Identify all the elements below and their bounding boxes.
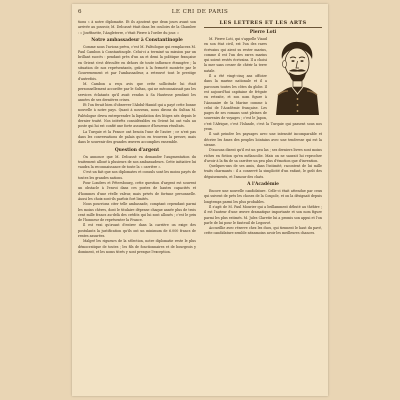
article-paragraph: tions « à notre diplomatie. Et ils ajoutent que deux jours avant son arrivée au pouvoir, M. Delcassé était dans les couloirs de la Chambre : « Joséfinette, l'Angleterre, c'était Pierre à l'ordre du jour. » [78,20,196,35]
article-paragraph: Il sait peindre les paysages avec une intensité incomparable et décrire les âmes des peuples lointains avec une tendresse qui est la sienne. [204,132,322,147]
page-title: LE CRI DE PARIS [171,9,229,15]
portrait-illustration [270,37,322,115]
article-paragraph: Il s'agit de M. Paul Mourier qui a brillamment débuté au théâtre ; il est l'auteur d'une œuvre dramatique importante et son nom figure parmi les plus estimés. M. Jules Claretie lui a promis son appui et l'on parle de lui pour le fauteuil de Legouvé. [204,204,322,225]
article-heading: A l'Académie [247,182,279,188]
article-heading: Pierre Loti [249,30,277,35]
article-paragraph: La Turquie et la France ont besoin l'une de l'autre ; ce n'est pas dans les conversations de palais qu'on en trouvera la preuve, mais dans le souvenir des grandes œuvres accomplies ensemble. [78,129,196,145]
article-paragraph: Pour Londres et Pétersbourg, cette question d'argent est souvent un obstacle à l'envoi dans ces postes de hautes capacités et d'hommes d'une réelle valeur, mais privés de fortune personnelle. Aussi les choix sont-ils parfois fort limités. [78,181,196,201]
article-paragraph: Nous pourrions citer telle ambassade, comptant cependant parmi les moins chères, dont le titulaire dépense chaque année plus de trois cent mille francs au-delà des crédits qui lui sont alloués ; c'est le prix de l'honneur de représenter la France. [78,202,196,223]
article-paragraph: M. Cambon a reçu avis que cette sollicitude lui était personnellement accordée par le Sultan, qui ne méconnaissait pas les services éclatants qu'il avait rendus à Sa Hautesse pendant les années de ses dernières crises. [78,81,196,102]
article-paragraph: Quelques-uns de ses amis, dans l'intimité, racontent de lui mille traits charmants : il a conservé la simplicité d'un enfant, le goût des déguisements, et l'amour des chats. [204,164,322,179]
article-paragraph: C'est un fait que nos diplomates et consuls sont les moins payés de toutes les grandes nations. [78,170,196,180]
article-heading: Notre ambassadeur à Constantinople [91,37,183,43]
article-paragraph: On annonce que M. Delcassé va demander l'augmentation du traitement alloué à plusieurs de nos ambassadeurs. Cette initiative lui vaudra la reconnaissance de toute la « carrière ». [78,154,196,170]
article-paragraph: Et l'on ferait bien d'observer l'Abdul-Hamid qui a payé cette bonne nouvelle à notre pays. Quant à nouveau, nous dirons du Sultan M. Paléologue devra entreprendre la liquidation des litiges nés depuis le dernier traité. Nos intérêts considérables en Orient lui ont valu au poste qui lui est confié une forte assurance d'heureux résultats. [78,103,196,129]
article-paragraph: Il a été vingt-cinq ans officier dans la marine nationale et il a parcouru toutes les côtes du globe. Il est aujourd'hui capitaine de frégate en retraite, et son nom figure à l'Annuaire de la Marine comme à celui de l'Académie française. Les pages de ses romans sont pleines de souvenirs de voyages ; c'est le Japon, c'est l'Afrique, c'est l'Islande, c'est la Turquie qui passent sous nos yeux. [204,74,322,132]
article-paragraph: D'aucuns disent qu'il est un peu las ; ses derniers livres sont moins riches en fiction qu'en mélancolie. Mais on ne saurait lui reprocher d'avoir à la fin de sa carrière un peu plus d'émotion que d'invention. [204,148,322,163]
page-header [78,8,322,18]
article-heading: Question d'argent [114,147,160,153]
article-paragraph: Encore une nouvelle candidature. Celle-ci était attendue par ceux qui suivent de près les choses de la Coupole, et on la désignait depuis longtemps parmi les plus probables. [204,189,322,204]
page-number: 6 [78,9,82,15]
article-paragraph: Malgré les rigueurs de la sélection, notre diplomatie reste le plus démocratique de toutes ; les fils de fonctionnaires et de bourgeois y dominent, et les noms titrés y sont presque l'exception. [78,239,196,254]
newspaper-page [72,4,328,396]
article-paragraph: Il est vrai qu'avant d'entrer dans la carrière on exige des postulants la justification qu'ils ont un minimum de 6.000 francs de rentes assurées. [78,223,196,238]
right-column [204,20,322,390]
section-title: LES LETTRES ET LES ARTS [219,20,307,26]
section-divider [204,27,322,28]
article-paragraph: Comme nous l'avions prévu, c'est M. Paléologue qui remplacera M. Paul Cambon à Constantinople. Celui-ci a terminé sa mission par un brillant succès : pendant près d'un an et demi la politique française en Orient s'est déroulée en dehors de toute influence étrangère ; la situation de nos représentants, grâce à la fermeté montrée par le Gouvernement et par l'ambassadeur, a retrouvé tout le prestige d'autrefois. [78,44,196,81]
article-paragraph: M. Pierre Loti, qui s'appelle Viaud en son état civil, est l'un des rares écrivains qui aient su rester marins, comme il est l'un des rares marins qui soient restés écrivains. Il a choisi la mer sans cesser de chérir la terre natale. [204,37,267,73]
portrait-of-pierre-loti-icon [270,37,322,115]
left-column [78,20,196,390]
article-paragraph: Accueillie avec réserve chez les ducs, qui tiennent le haut du pavé, cette candidature semble néanmoins avoir les meilleures chances. [204,226,322,236]
